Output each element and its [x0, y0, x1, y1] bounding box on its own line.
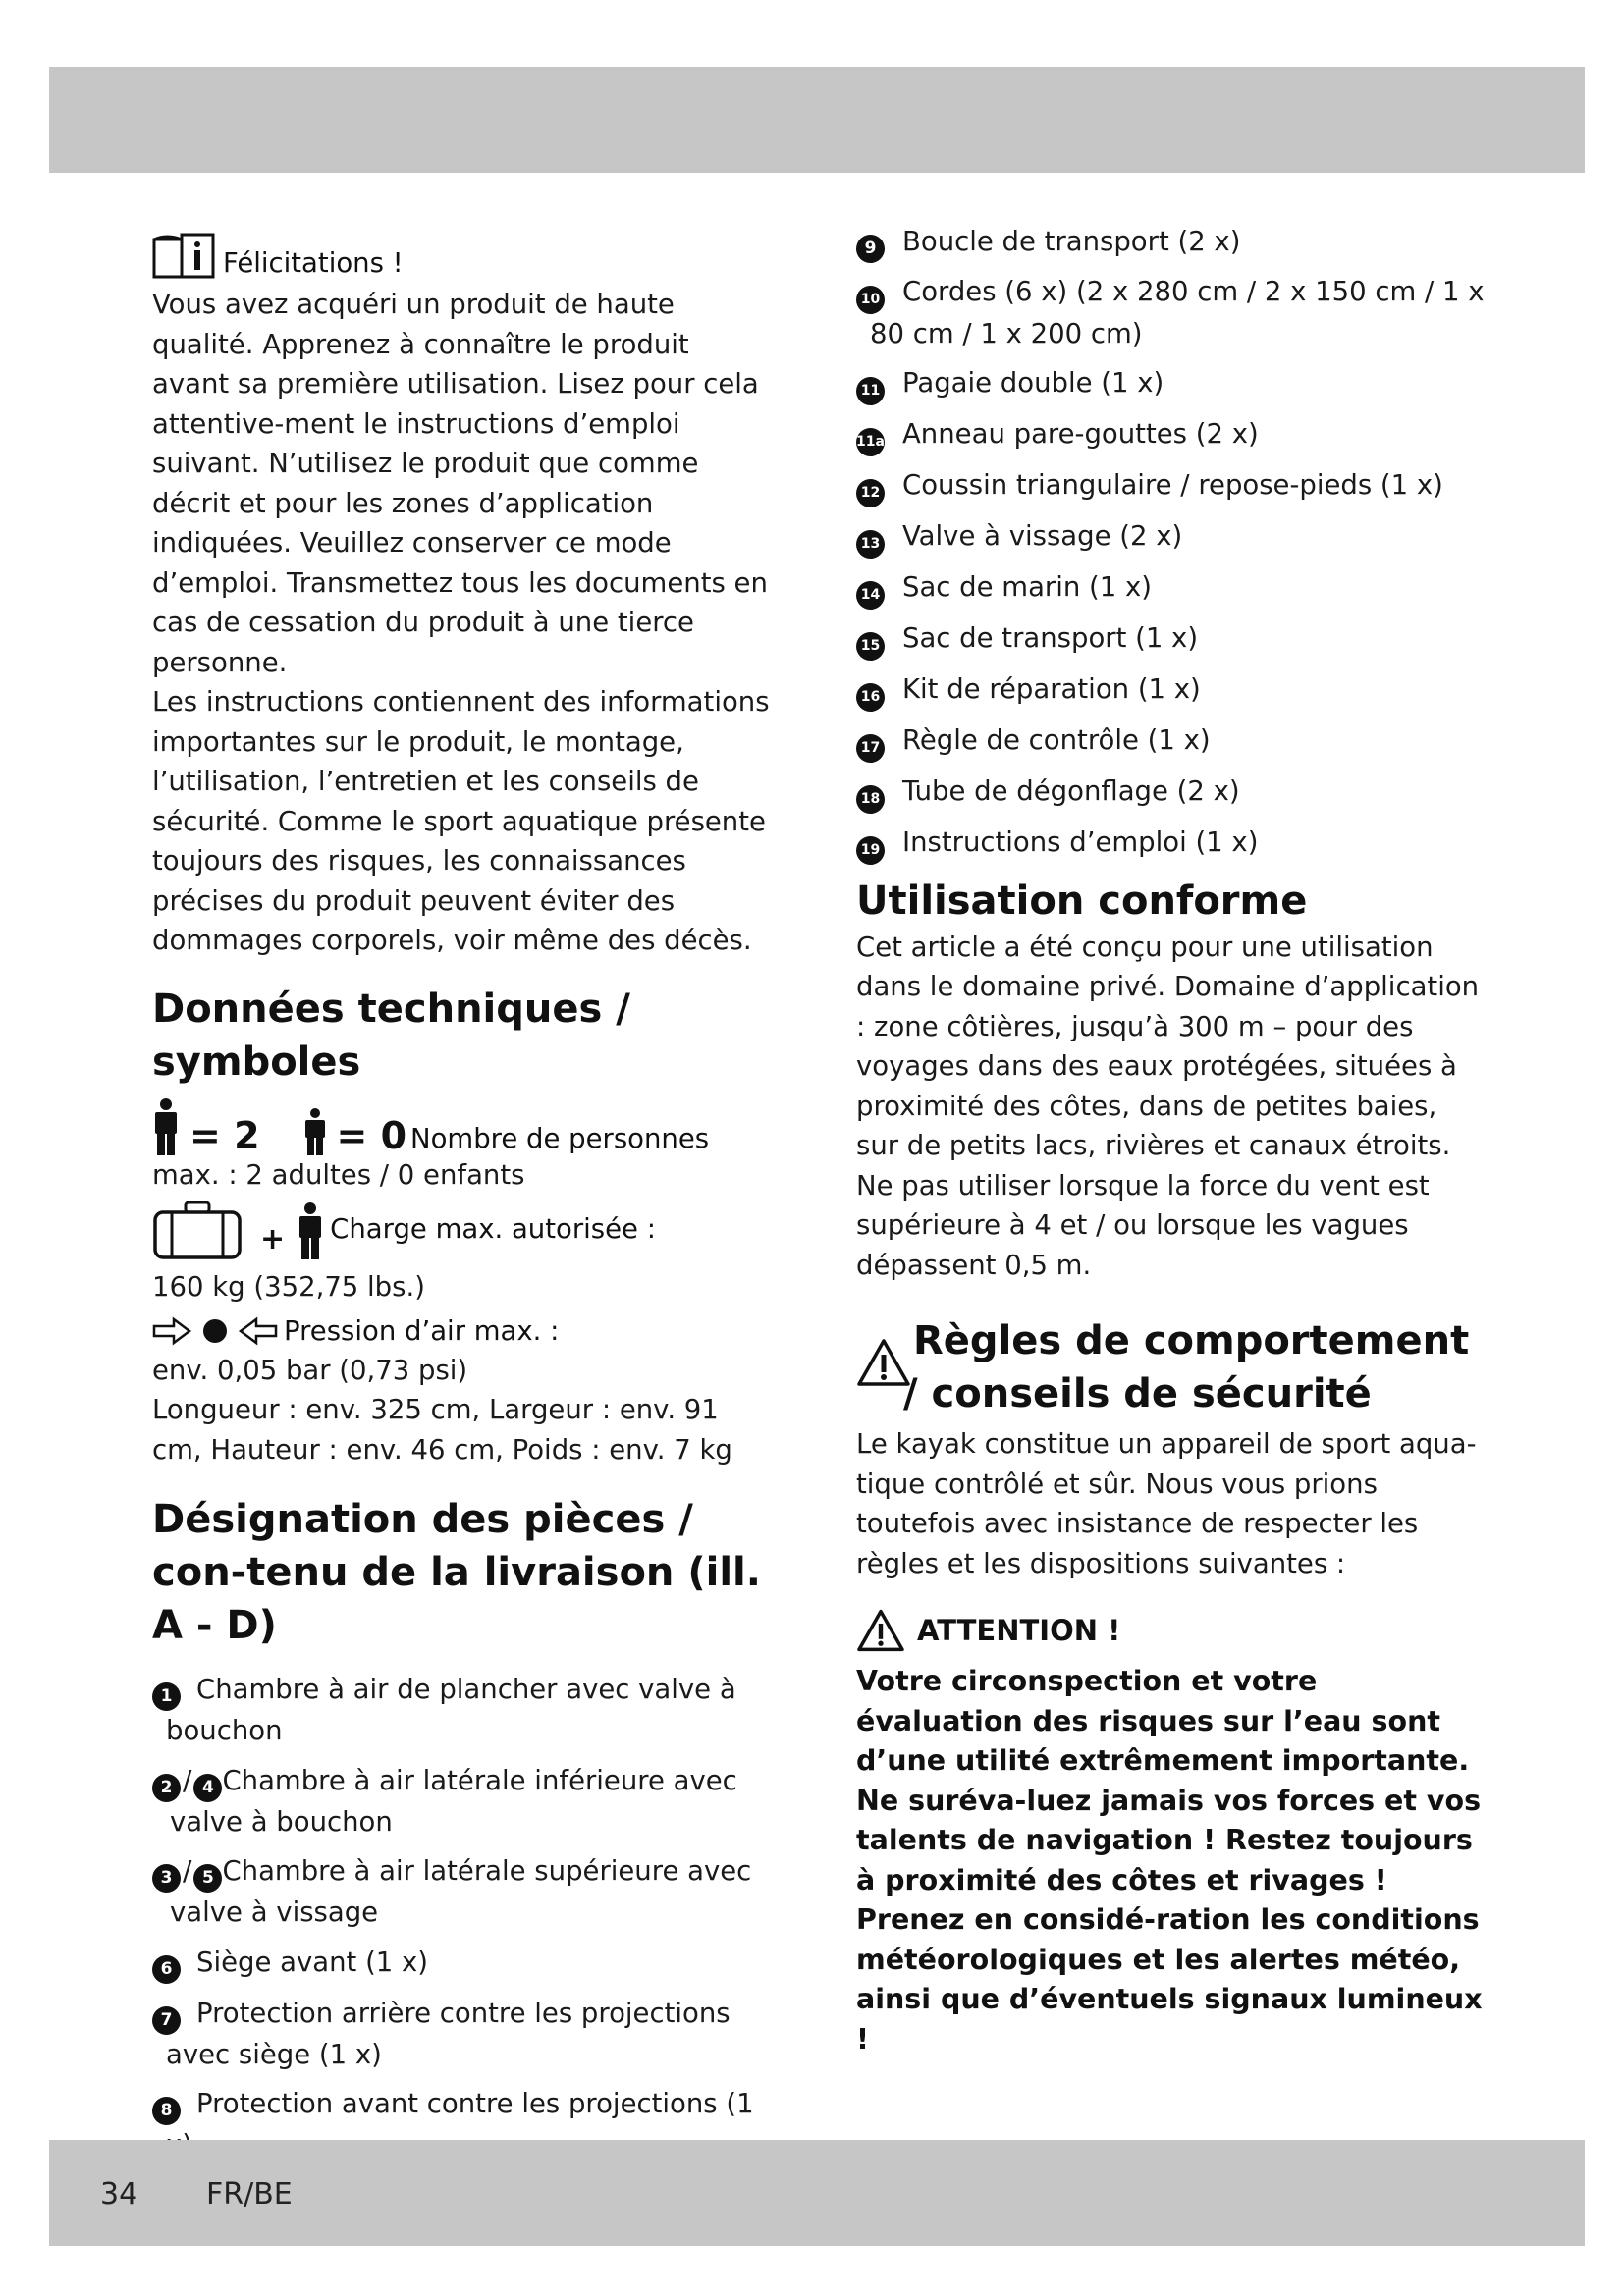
item-number-badge: 3	[152, 1864, 181, 1893]
pressure-text: Pression d’air max. :	[284, 1314, 560, 1347]
attention-triangle-icon	[856, 1609, 905, 1652]
parts-list-item	[152, 1761, 771, 1842]
attention-row	[856, 1609, 1485, 1652]
attention-text: Votre circonspection et votre évaluation des risques sur l’eau sont d’une utilité extrêmement importante. Ne suréva-luez jamais vos forces et vos talents de navigation ! Restez toujours à proximité des côtes et rivages ! Prenez en considé-ration les conditions météorologiques et les alertes météo, ainsi que d’éventuels signaux lumineux !	[856, 1665, 1483, 2056]
load-symbol-row	[152, 1201, 771, 1259]
item-number-badge: 2	[152, 1774, 181, 1802]
item-number-badge: 5	[193, 1864, 222, 1893]
item-number-badge: 19	[856, 836, 885, 865]
parts-item-text: Valve à vissage (2 x)	[902, 519, 1183, 552]
air-pressure-icon	[152, 1316, 278, 1346]
page-number: 34	[100, 2177, 138, 2212]
item-number-badge: 9	[856, 235, 885, 263]
language-code: FR/BE	[206, 2177, 293, 2212]
parts-list-item	[856, 669, 1485, 712]
child-person-icon	[303, 1108, 327, 1155]
right-column	[856, 224, 1485, 2059]
intro-paragraph-1: Vous avez acquéri un produit de haute qualité. Apprenez à connaître le produit avant sa première utilisation. Lisez pour cela attentive-ment le instructions d’emploi suivant. N’utilisez le produit que comme décrit et pour les zones d’application indiquées. Veuillez conserver ce mode d’emploi. Transmettez tous les documents en cas de cessation du produit à une tierce personne.	[152, 289, 768, 678]
parts-item-text: Siège avant (1 x)	[196, 1946, 429, 1978]
parts-item-text: Sac de transport (1 x)	[902, 621, 1199, 654]
parts-item-text: Coussin triangulaire / repose-pieds (1 x)	[902, 468, 1443, 501]
parts-item-text: Cordes (6 x) (2 x 280 cm / 2 x 150 cm / 1 x 80 cm / 1 x 200 cm)	[870, 276, 1485, 349]
adult-person-icon	[152, 1098, 180, 1155]
parts-item-text: Protection avant contre les projections (1	[196, 2088, 754, 2119]
luggage-icon	[152, 1201, 243, 1259]
intro-header	[152, 224, 771, 281]
item-number-badge: 15	[856, 632, 885, 661]
parts-list-item	[152, 1851, 771, 1933]
parts-list-item	[856, 465, 1485, 507]
parts-item-text: Instructions d’emploi (1 x)	[902, 826, 1259, 858]
usage-heading: Utilisation conforme	[856, 878, 1308, 924]
attention-label: ATTENTION !	[917, 1614, 1121, 1647]
item-number-badge: 11	[856, 377, 885, 405]
parts-item-text: Kit de réparation (1 x)	[902, 672, 1201, 705]
info-book-icon	[152, 232, 217, 281]
header-bar	[49, 67, 1585, 173]
intro-title: Félicitations !	[223, 247, 404, 279]
item-number-badge: 11a	[856, 428, 885, 456]
item-number-badge: 4	[193, 1774, 222, 1802]
item-number-badge: 14	[856, 581, 885, 610]
parts-list-item	[856, 721, 1485, 763]
parts-list-item	[856, 823, 1485, 865]
parts-list-item	[856, 516, 1485, 559]
parts-item-text: Chambre à air latérale supérieure avec valve à vissage	[170, 1855, 752, 1928]
item-number-badge: 13	[856, 530, 885, 559]
pressure-text-2: env. 0,05 bar (0,73 psi)	[152, 1354, 468, 1386]
slash-separator: /	[183, 1854, 192, 1887]
safety-text: Le kayak constitue un appareil de sport aqua-tique contrôlé et sûr. Nous vous prions toutefois avec insistance de respecter les règles et les dispositions suivantes :	[856, 1428, 1477, 1579]
parts-list-item	[856, 567, 1485, 610]
usage-text: Cet article a été conçu pour une utilisation dans le domaine privé. Domaine d’application : zone côtières, jusqu’à 300 m – pour des voyages dans des eaux protégées, situées à proximité des côtes, dans de petites baies, sur de petits lacs, rivières et canaux étroits. Ne pas utiliser lorsque la force du vent est supérieure à 4 et / ou lorsque les vagues dépassent 0,5 m.	[856, 931, 1480, 1281]
parts-item-text: Tube de dégonflage (2 x)	[902, 774, 1240, 807]
safety-heading-row	[856, 1314, 1485, 1420]
parts-list-item	[856, 363, 1485, 405]
item-number-badge: 6	[152, 1955, 181, 1984]
parts-list-item	[152, 1994, 771, 2075]
parts-item-text: Anneau pare-gouttes (2 x)	[902, 417, 1259, 450]
parts-list-item	[856, 222, 1485, 263]
children-equals: = 0	[336, 1113, 407, 1157]
parts-list-item	[856, 272, 1485, 354]
parts-item-text: Chambre à air de plancher avec valve à bouchon	[166, 1674, 736, 1746]
parts-item-text: Chambre à air latérale inférieure avec valve à bouchon	[170, 1764, 737, 1838]
left-column	[152, 224, 771, 2175]
item-number-badge: 7	[152, 2006, 181, 2035]
dimensions-text: Longueur : env. 325 cm, Largeur : env. 91 cm, Hauteur : env. 46 cm, Poids : env. 7 kg	[152, 1394, 732, 1466]
item-number-badge: 1	[152, 1682, 181, 1711]
parts-list-item	[856, 618, 1485, 661]
intro-paragraph-2: Les instructions contiennent des informations importantes sur le produit, le montage, l’utilisation, l’entretien et les conseils de sécurité. Comme le sport aquatique présente toujours des risques, les connaissances précises du produit peuvent éviter des dommages corporels, voir même des décès.	[152, 686, 770, 956]
safety-heading: Règles de comportement / conseils de sécurité	[903, 1318, 1470, 1416]
adult-person-icon-2	[297, 1202, 324, 1259]
item-number-badge: 18	[856, 785, 885, 814]
item-number-badge: 16	[856, 683, 885, 712]
parts-list-right	[856, 222, 1485, 865]
parts-item-text: Protection arrière contre les projections avec siège (1 x)	[166, 1997, 731, 2070]
parts-item-text: Règle de contrôle (1 x)	[902, 723, 1211, 756]
persons-symbol-row	[152, 1098, 771, 1155]
item-number-badge: 10	[856, 286, 885, 314]
parts-list-left	[152, 1670, 771, 2165]
slash-separator: /	[183, 1763, 192, 1796]
parts-item-text: Boucle de transport (2 x)	[902, 226, 1241, 257]
pressure-symbol-row	[152, 1311, 771, 1351]
item-number-badge: 8	[152, 2097, 181, 2125]
parts-list-item	[856, 772, 1485, 814]
parts-list-item	[856, 414, 1485, 456]
parts-list-item	[152, 1943, 771, 1984]
plus-sign: +	[260, 1222, 286, 1256]
item-number-badge: 17	[856, 734, 885, 763]
parts-item-text: Pagaie double (1 x)	[902, 366, 1164, 399]
load-text-2: 160 kg (352,75 lbs.)	[152, 1271, 425, 1303]
parts-item-text: Sac de marin (1 x)	[902, 570, 1153, 603]
load-text: Charge max. autorisée :	[330, 1213, 656, 1245]
tech-heading: Données techniques / symboles	[152, 986, 630, 1085]
parts-heading: Désignation des pièces / con-tenu de la livraison (ill. A - D)	[152, 1497, 761, 1648]
footer-bar	[49, 2140, 1585, 2246]
persons-text-2: max. : 2 adultes / 0 enfants	[152, 1158, 525, 1191]
persons-text: Nombre de personnes	[410, 1122, 710, 1154]
item-number-badge: 12	[856, 479, 885, 507]
parts-list-item	[152, 1670, 771, 1751]
adults-equals: = 2	[189, 1113, 260, 1157]
